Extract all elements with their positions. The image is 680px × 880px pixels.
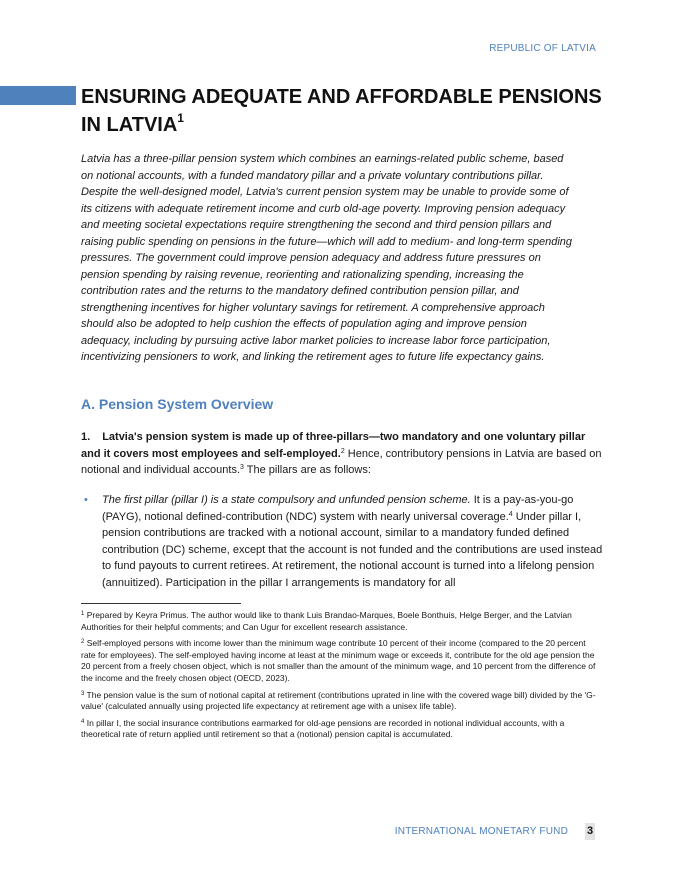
footnote-4 [81,718,601,741]
footnote-text: In pillar I, the social insurance contributions earmarked for old-age pensions are recorded in notional individual accounts, with a theoretical rate of return applied until retirement so that a (notional) pension capital is accumulated. [81,717,565,740]
bullet-emphasis: The first pillar (pillar I) is a state compulsory and unfunded pension scheme. [102,494,471,506]
footer-organization: INTERNATIONAL MONETARY FUND [394,826,568,837]
bullet-item-pillar-1 [84,492,606,591]
footnote-number: 2 [81,639,85,646]
section-heading: A. Pension System Overview [81,396,274,412]
title-accent-bar [0,86,76,105]
paragraph-text-b: The pillars are as follows: [243,464,371,476]
footnote-ref-4[interactable]: 4 [508,510,513,518]
footnote-2 [81,638,601,684]
footnote-ref-2[interactable]: 2 [340,447,345,455]
bullet-dot-icon: • [84,494,88,506]
page-title [81,83,621,139]
paragraph-text-a: Hence, contributory pensions in Latvia are based on notional and individual accounts. [81,447,602,476]
footnote-text: Prepared by Keyra Primus. The author would like to thank Luis Brandao-Marques, Boele Bonthuis, Helge Berger, and the Latvian Authorities for their helpful comments; and Can Ugur for excellent research assistance. [81,610,572,632]
paragraph-number: 1. [81,431,91,443]
abstract: Latvia has a three-pillar pension system which combines an earnings-related public scheme, based on notional accounts, with a funded mandatory pillar and a private voluntary contributions pillar. Despite the well-designed model, Latvia's current pension system may be unable to provide some of its citizens with adequate retirement income and curb old-age poverty. Improving pension adequacy and meeting societal expectations require strengthening the second and third pension pillars and raising public spending on pensions in the future—which will add to medium- and long-term spending pressures. The government could improve pension adequacy and address future pressures on pension spending by raising revenue, reorienting and rationalizing spending, increasing the contribution rates and the returns to the mandatory defined contribution pension pillar, and strengthening incentives for higher voluntary savings for retirement. A comprehensive approach should also be adopted to help cushion the effects of population aging and improve pension adequacy, including by pursuing active labor market policies to increase labor force participation, incentivizing pensioners to work, and linking the retirement ages to future life expectancy gains. [81,153,573,363]
page-number: 3 [585,823,595,840]
bullet-text-b: Under pillar I, pension contributions are tracked with a notional account, similar to a mandatory funded defined contribution (DC) scheme, except that the account is not funded and the contributions are used instead to fund payouts to current retirees. At retirement, the notional account is turned into a lifelong pension (annuitized). Participation in the pillar I arrangements is mandatory for all [102,510,603,589]
footnote-number: 4 [81,718,85,725]
footnote-text: The pension value is the sum of notional capital at retirement (contributions uprated in line with the covered wage bill) divided by the 'G-value' (calculated annually using projected life expectancy at retirement age with a unisex life table). [81,689,596,712]
footnote-number: 1 [81,611,85,617]
footnote-separator [81,603,241,604]
bullet-text-a: It is a pay-as-you-go (PAYG), notional defined-contribution (NDC) system with nearly universal coverage. [102,494,574,523]
title-text: ENSURING ADEQUATE AND AFFORDABLE PENSIONS IN LATVIA [81,86,602,136]
footnote-number: 3 [81,690,85,697]
running-head: REPUBLIC OF LATVIA [489,43,596,54]
footnote-text: Self-employed persons with income lower than the minimum wage contribute 10 percent of their income (compared to the 20 percent rate for employees). The self-employed having income at least at the minimum wage or exceeds it, contribute for the old age pension the 20 percent from a freely chosen object, which is not smaller than the amount of the minimum wage, and 10 percent from the difference of the income and the freely chosen object (OECD, 2023). [81,638,596,683]
paragraph-1 [81,429,605,479]
footnote-3 [81,690,601,713]
footnote-ref-3[interactable]: 3 [240,464,244,471]
title-footnote-ref[interactable]: 1 [177,111,184,125]
paragraph-lead: Latvia's pension system is made up of three-pillars—two mandatory and one voluntary pillar and it covers most employees and self-employed. [81,431,586,460]
footnote-1 [81,610,601,633]
footnotes [81,610,601,746]
